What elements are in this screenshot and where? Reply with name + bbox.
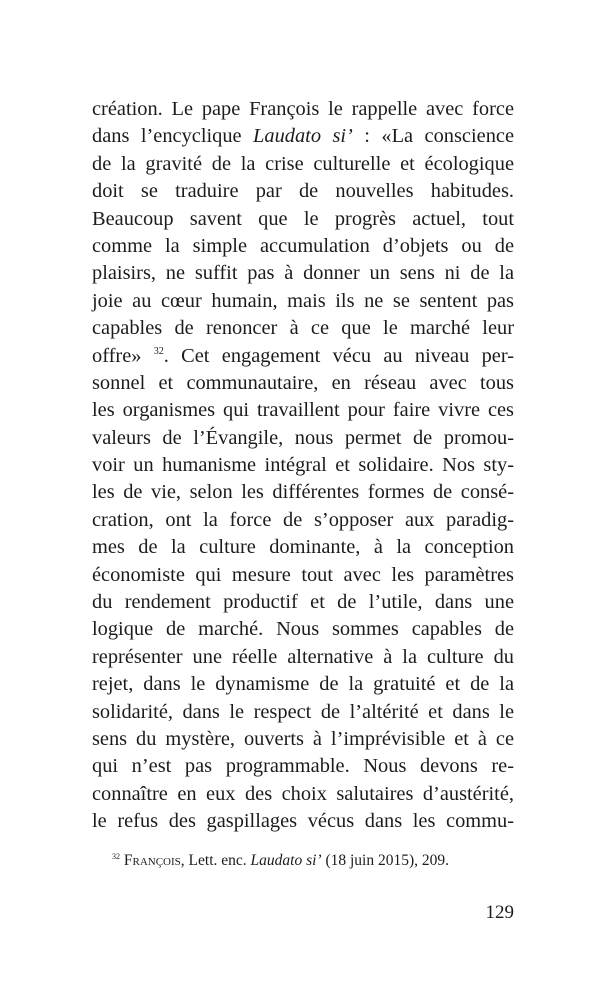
line-text: Beaucoup savent que le progrès actuel, tout xyxy=(92,207,514,230)
text-line xyxy=(92,507,514,534)
line-text: : «La conscience xyxy=(352,125,514,148)
text-line xyxy=(92,343,514,370)
footnote-reference: 32 xyxy=(153,345,164,357)
text-line xyxy=(92,452,514,479)
line-text: économiste qui mesure tout avec les paramètres xyxy=(92,563,514,586)
text-line xyxy=(92,206,514,233)
text-line xyxy=(92,589,514,616)
text-line xyxy=(92,151,514,178)
italic-title: Laudato si’ xyxy=(253,125,353,148)
text-line xyxy=(92,178,514,205)
line-text: de la gravité de la crise culturelle et écologique xyxy=(92,152,514,175)
text-line xyxy=(92,288,514,315)
text-line xyxy=(92,397,514,424)
page-number: 129 xyxy=(485,902,514,923)
line-text: plaisirs, ne suffit pas à donner un sens ni de la xyxy=(92,262,514,285)
footnote-author: François xyxy=(123,852,181,869)
line-text: dans l’encyclique xyxy=(92,125,254,148)
line-text: rejet, dans le dynamisme de la gratuité et de la xyxy=(92,673,514,696)
text-line xyxy=(92,315,514,342)
line-text: les de vie, selon les différentes formes de consé- xyxy=(92,481,514,504)
line-text: logique de marché. Nous sommes capables de xyxy=(92,618,514,641)
text-line xyxy=(92,699,514,726)
line-text: qui n’est pas programmable. Nous devons re- xyxy=(92,755,514,778)
text-line xyxy=(92,808,514,835)
text-line xyxy=(92,123,514,150)
text-line xyxy=(92,425,514,452)
line-text: . Cet engagement vécu au niveau per- xyxy=(163,344,514,367)
line-text: solidarité, dans le respect de l’altérité et dans le xyxy=(92,700,514,723)
line-text: offre» xyxy=(92,344,154,367)
line-text: doit se traduire par de nouvelles habitudes. xyxy=(92,180,514,203)
line-text: création. Le pape François le rappelle avec force xyxy=(92,98,514,120)
line-text: sens du mystère, ouverts à l’imprévisible et à ce xyxy=(92,727,514,750)
line-text: valeurs de l’Évangile, nous permet de promou- xyxy=(92,426,514,449)
text-line xyxy=(92,726,514,753)
text-line xyxy=(92,644,514,671)
text-line xyxy=(92,370,514,397)
text-line xyxy=(92,96,514,123)
line-text: les organismes qui travaillent pour faire vivre ces xyxy=(92,399,514,422)
footnote xyxy=(112,852,449,870)
text-line xyxy=(92,534,514,561)
line-text: joie au cœur humain, mais ils ne se sentent pas xyxy=(92,289,514,312)
body-text xyxy=(92,96,514,836)
line-text: sonnel et communautaire, en réseau avec tous xyxy=(92,371,514,394)
line-text: capables de renoncer à ce que le marché leur xyxy=(92,317,514,340)
line-text: du rendement productif et de l’utile, dans une xyxy=(92,591,514,614)
text-line xyxy=(92,753,514,780)
line-text: mes de la culture dominante, à la conception xyxy=(92,536,514,559)
text-line xyxy=(92,260,514,287)
line-text: le refus des gaspillages vécus dans les commu- xyxy=(92,810,514,833)
line-text: comme la simple accumulation d’objets ou de xyxy=(92,234,514,257)
line-text: représenter une réelle alternative à la culture du xyxy=(92,645,514,668)
line-text: cration, ont la force de s’opposer aux paradig- xyxy=(92,508,514,531)
text-line xyxy=(92,781,514,808)
text-line xyxy=(92,233,514,260)
footnote-number: 32 xyxy=(112,851,120,861)
footnote-details: (18 juin 2015), 209. xyxy=(321,852,450,869)
text-line xyxy=(92,562,514,589)
text-line xyxy=(92,671,514,698)
line-text: voir un humanisme intégral et solidaire. Nos sty- xyxy=(92,454,514,477)
text-line xyxy=(92,616,514,643)
line-text: connaître en eux des choix salutaires d’austérité, xyxy=(92,782,514,805)
footnote-title: Laudato si’ xyxy=(250,852,322,869)
text-line xyxy=(92,479,514,506)
footnote-source: , Lett. enc. xyxy=(180,852,251,869)
